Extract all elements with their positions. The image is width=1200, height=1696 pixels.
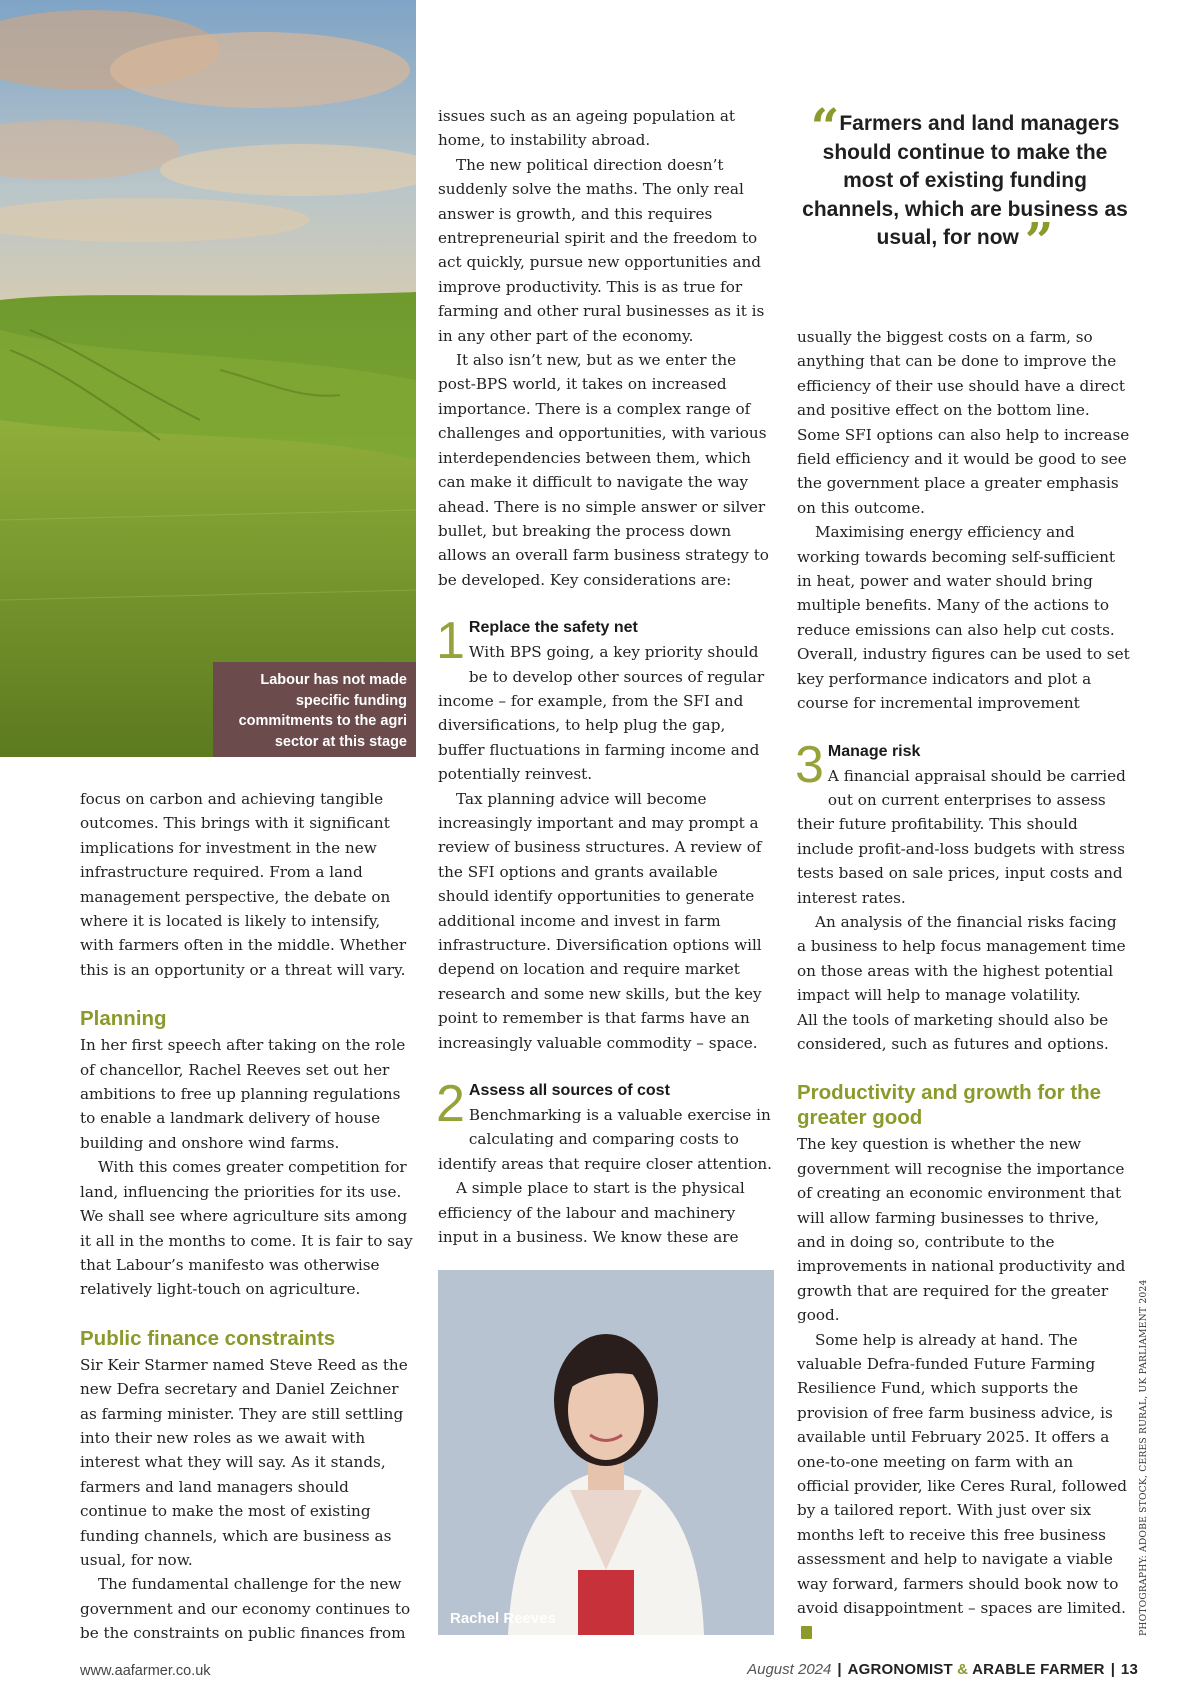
page-number: 13: [1120, 1661, 1138, 1678]
footer-url[interactable]: www.aafarmer.co.uk: [80, 1663, 211, 1679]
close-quote-icon: ”: [1024, 211, 1054, 270]
numbered-section-1: [436, 612, 773, 786]
hero-caption: Labour has not made specific funding commitments to the agri sector at this stage: [213, 662, 416, 757]
issue-date: August 2024: [747, 1661, 832, 1678]
paragraph: Maximising energy efficiency and working towards becoming self-sufficient in heat, power and water should bring multiple benefits. Many of the actions to reduce emissions can also help cut costs. Overall, industry figures can be used to set key performance indicators and plot a course for incremental improvement: [797, 523, 1130, 713]
photo-caption: Rachel Reeves: [450, 1610, 556, 1627]
pull-quote-text: Farmers and land managers should continue to make the most of existing funding channels, which are business as usual, for now: [802, 112, 1128, 249]
paragraph: In her first speech after taking on the role of chancellor, Rachel Reeves set out her ambitions to free up planning regulations to enable a landmark delivery of house building and onshore wind farms.: [80, 1036, 406, 1152]
numbered-section-2: [436, 1075, 773, 1176]
subsection-heading: Assess all sources of cost: [468, 1082, 670, 1100]
wheat-field-illustration: [0, 0, 416, 757]
numbered-section-3: [795, 735, 1130, 910]
magazine-name-part2: ARABLE FARMER: [972, 1661, 1105, 1678]
portrait-photo: [438, 1270, 774, 1635]
section-heading-planning: Planning: [80, 1007, 167, 1031]
paragraph: A simple place to start is the physical efficiency of the labour and machinery input in a business. We know these are: [438, 1179, 745, 1247]
paragraph: The key question is whether the new government will recognise the importance of creating an economic environment that will allow farming businesses to thrive, and in doing so, contribute to the improvements in national productivity and growth that are required for the greater good.: [797, 1135, 1126, 1325]
paragraph: All the tools of marketing should also be considered, such as futures and options.: [797, 1010, 1109, 1053]
footer-folio: [747, 1661, 1138, 1678]
paragraph: Benchmarking is a valuable exercise in calculating and comparing costs to identify areas that require closer attention.: [438, 1106, 772, 1173]
paragraph: A financial appraisal should be carried out on current enterprises to assess their future profitability. This should include profit-and-loss budgets with stress tests based on sale prices, input costs and interest rates.: [797, 766, 1126, 907]
column-1: [80, 787, 413, 1646]
column-3: [797, 325, 1130, 1645]
paragraph: With BPS going, a key priority should be to develop other sources of regular income – for example, from the SFI and diversifications, to help plug the gap, buffer fluctuations in farming income and potentially reinvest.: [438, 643, 765, 784]
pull-quote: [800, 97, 1130, 270]
separator: |: [1110, 1661, 1115, 1678]
end-mark-icon: [801, 1626, 812, 1639]
paragraph: The fundamental challenge for the new government and our economy continues to be the constraints on public finances from: [80, 1575, 411, 1643]
column-2: [438, 104, 773, 1249]
magazine-name-part1: AGRONOMIST: [847, 1661, 953, 1678]
paragraph: It also isn’t new, but as we enter the post-BPS world, it takes on increased importance. There is a complex range of challenges and opportunities, with various interdependencies between them, which can make it difficult to navigate the way ahead. There is no simple answer or silver bullet, but breaking the process down allows an overall farm business strategy to be developed. Key considerations are:: [438, 351, 769, 589]
paragraph: Tax planning advice will become increasingly important and may prompt a review of business structures. A review of the SFI options and grants available should identify opportunities to generate additional income and invest in farm infrastructure. Diversification options will depend on location and require market research and some new skills, but the key point to remember is that farms have an increasingly valuable commodity – space.: [438, 789, 762, 1052]
paragraph: The new political direction doesn’t suddenly solve the maths. The only real answer is growth, and this requires entrepreneurial spirit and the freedom to act quickly, pursue new opportunities and improve productivity. This is as true for farming and other rural businesses as it is in any other part of the economy.: [438, 155, 765, 345]
hero-image: [0, 0, 416, 757]
paragraph: focus on carbon and achieving tangible outcomes. This brings with it significant implications for investment in the new infrastructure required. From a land management perspective, the debate on where it is located is likely to intensify, with farmers often in the middle. Whether this is an opportunity or a threat will vary.: [80, 790, 407, 979]
section-number: 1: [436, 612, 465, 671]
open-quote-icon: “: [810, 97, 840, 156]
separator: |: [837, 1661, 842, 1678]
subsection-heading: Manage risk: [827, 742, 921, 760]
section-number: 2: [436, 1075, 465, 1134]
paragraph: [797, 1328, 1130, 1645]
photo-credit: PHOTOGRAPHY: ADOBE STOCK, CERES RURAL, UK PARLIAMENT 2024: [1138, 1279, 1149, 1636]
paragraph-text: Some help is already at hand. The valuable Defra-funded Future Farming Resilience Fund, which supports the provision of free farm business advice, is available until February 2025. It offers a one-to-one meeting on farm with an official provider, like Ceres Rural, followed by a tailored report. With just over six months left to receive this free business assessment and help to navigate a viable way forward, farmers should book now to avoid disappointment – spaces are limited.: [797, 1330, 1128, 1618]
paragraph: An analysis of the financial risks facing a business to help focus management time on those areas with the highest potential impact will help to manage volatility.: [797, 912, 1126, 1005]
magazine-ampersand: &: [957, 1661, 968, 1678]
portrait-illustration: [438, 1270, 774, 1635]
paragraph: Sir Keir Starmer named Steve Reed as the new Defra secretary and Daniel Zeichner as farming minister. They are still settling into their new roles as we await with interest what they will say. As it stands, farmers and land managers should continue to make the most of existing funding channels, which are business as usual, for now.: [80, 1355, 408, 1569]
paragraph: With this comes greater competition for land, influencing the priorities for its use. We shall see where agriculture sits among it all in the months to come. It is fair to say that Labour’s manifesto was otherwise relatively light-touch on agriculture.: [80, 1158, 413, 1299]
paragraph: usually the biggest costs on a farm, so anything that can be done to improve the efficiency of their use should have a direct and positive effect on the bottom line. Some SFI options can also help to increase field efficiency and it would be good to see the government place a greater emphasis on this outcome.: [797, 328, 1130, 517]
subsection-heading: Replace the safety net: [468, 619, 638, 637]
section-heading-public-finance: Public finance constraints: [80, 1326, 336, 1350]
paragraph: issues such as an ageing population at home, to instability abroad.: [438, 107, 735, 150]
section-number: 3: [795, 735, 824, 794]
section-heading-productivity: Productivity and growth for the greater good: [797, 1081, 1102, 1130]
